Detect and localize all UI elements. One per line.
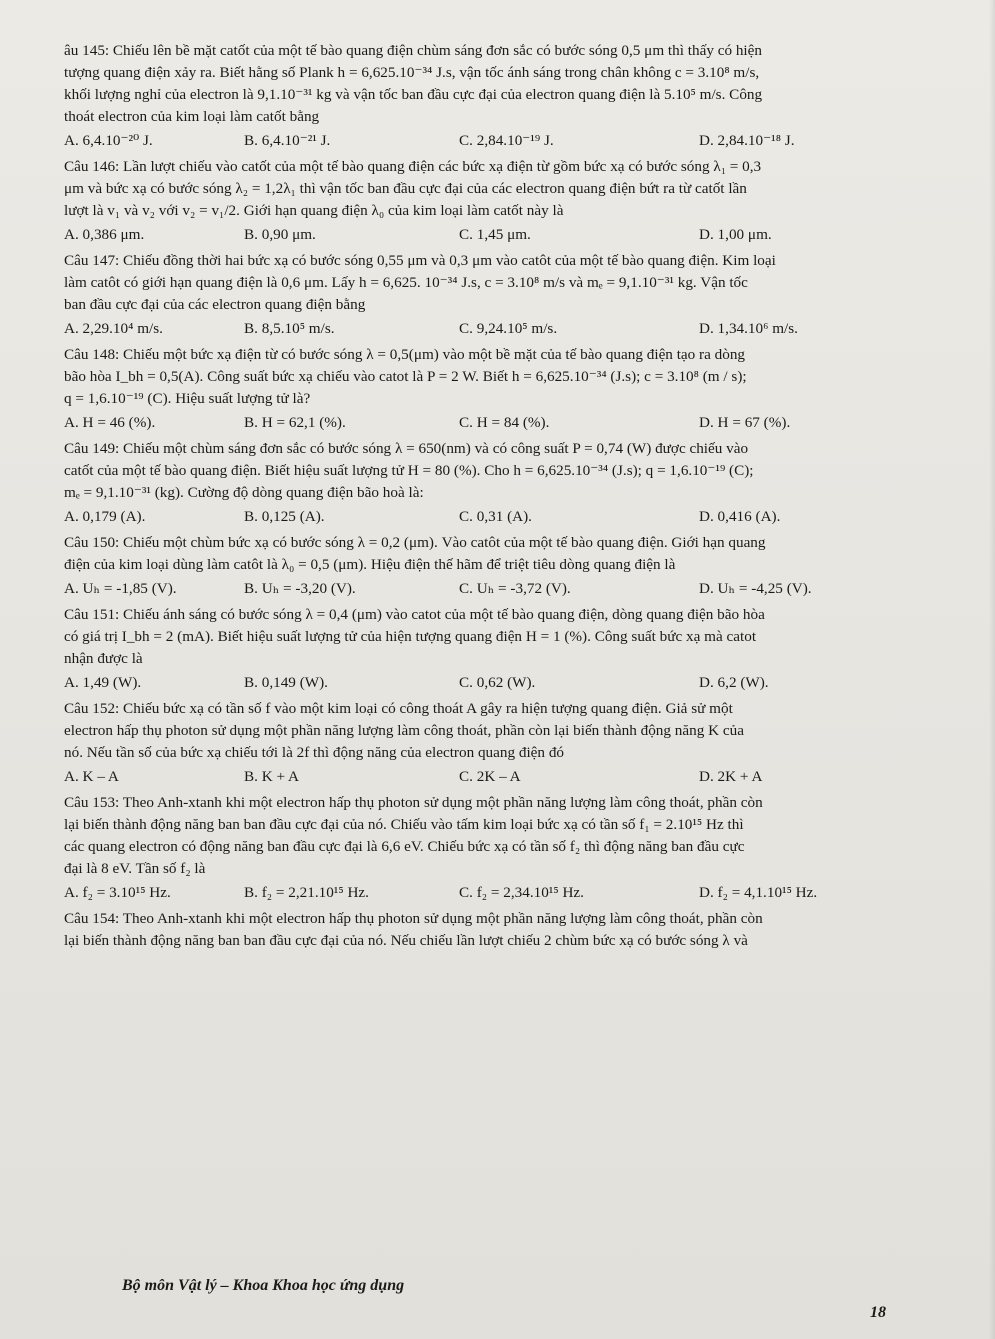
question-text-line: Câu 154: Theo Anh-xtanh khi một electron hấp thụ photon sử dụng một phần năng lượng làm công thoát, phần còn — [64, 910, 763, 927]
answer-option: D. 1,34.10⁶ m/s. — [699, 320, 798, 337]
answer-option: A. H = 46 (%). — [64, 414, 156, 431]
answer-option: D. 2K + A — [699, 768, 763, 785]
answer-option: C. 2,84.10⁻¹⁹ J. — [459, 132, 554, 149]
answer-option: D. 2,84.10⁻¹⁸ J. — [699, 132, 795, 149]
answer-option: D. f₂ = 4,1.10¹⁵ Hz. — [699, 884, 818, 901]
answer-option: B. Uₕ = -3,20 (V). — [244, 580, 356, 597]
question-text-line: Câu 147: Chiếu đồng thời hai bức xạ có bước sóng 0,55 μm và 0,3 μm vào catôt của một tế bào quang điện. Kim loại — [64, 252, 776, 269]
question-block — [64, 908, 955, 952]
question-text-line: nó. Nếu tần số của bức xạ chiếu tới là 2f thì động năng của electron quang điện đó — [64, 744, 565, 761]
question-text-line: q = 1,6.10⁻¹⁹ (C). Hiệu suất lượng tử là? — [64, 390, 311, 407]
question-text-line: bão hòa I_bh = 0,5(A). Công suất bức xạ chiếu vào catot là P = 2 W. Biết h = 6,625.10⁻³⁴ (J.s); c = 3.10⁸ (m / s); — [64, 368, 747, 385]
question-text-line: điện của kim loại dùng làm catôt là λ₀ = 0,5 (μm). Hiệu điện thế hãm để triệt tiêu dòng quang điện là — [64, 556, 676, 573]
question-list — [64, 40, 955, 952]
answer-options — [64, 224, 955, 246]
question-block — [64, 156, 955, 246]
question-text-line: tượng quang điện xảy ra. Biết hằng số Plank h = 6,625.10⁻³⁴ J.s, vận tốc ánh sáng trong chân không c = 3.10⁸ m/s, — [64, 64, 760, 81]
question-block — [64, 438, 955, 528]
question-text-line: Câu 151: Chiếu ánh sáng có bước sóng λ = 0,4 (μm) vào catot của một tế bào quang điện, dòng quang điện bão hòa — [64, 606, 765, 623]
question-block — [64, 604, 955, 694]
answer-option: B. 0,90 μm. — [244, 226, 316, 243]
answer-options — [64, 318, 955, 340]
page-number: 18 — [870, 1304, 886, 1321]
question-text-line: làm catôt có giới hạn quang điện là 0,6 μm. Lấy h = 6,625. 10⁻³⁴ J.s, c = 3.10⁸ m/s và mₑ = 9,1.10⁻³¹ kg. Vận tốc — [64, 274, 748, 291]
answer-option: A. f₂ = 3.10¹⁵ Hz. — [64, 884, 171, 901]
question-text-line: các quang electron có động năng ban đầu cực đại là 6,6 eV. Chiếu bức xạ có tần số f₂ thì động năng ban đầu cực — [64, 838, 745, 855]
question-block — [64, 698, 955, 788]
answer-option: D. 6,2 (W). — [699, 674, 769, 691]
answer-options — [64, 766, 955, 788]
answer-option: C. 2K – A — [459, 768, 521, 785]
footer-department: Bộ môn Vật lý – Khoa Khoa học ứng dụng — [122, 1277, 405, 1294]
question-text-line: thoát electron của kim loại làm catốt bằng — [64, 108, 320, 125]
question-text-line: có giá trị I_bh = 2 (mA). Biết hiệu suất lượng tử của hiện tượng quang điện H = 1 (%). Công suất bức xạ mà catot — [64, 628, 757, 645]
question-text-line: Câu 148: Chiếu một bức xạ điện từ có bước sóng λ = 0,5(μm) vào một bề mặt của tế bào quang điện tạo ra dòng — [64, 346, 746, 363]
question-text-line: lượt là v₁ và v₂ với v₂ = v₁/2. Giới hạn quang điện λ₀ của kim loại làm catốt này là — [64, 202, 564, 219]
question-text-line: Câu 150: Chiếu một chùm bức xạ có bước sóng λ = 0,2 (μm). Vào catôt của một tế bào quang điện. Giới hạn quang — [64, 534, 766, 551]
question-block — [64, 532, 955, 600]
answer-option: A. Uₕ = -1,85 (V). — [64, 580, 177, 597]
answer-option: B. 6,4.10⁻²¹ J. — [244, 132, 331, 149]
answer-option: B. 0,149 (W). — [244, 674, 328, 691]
question-text-line: Câu 146: Lần lượt chiếu vào catốt của một tế bào quang điện các bức xạ điện từ gồm bức xạ có bước sóng λ₁ = 0,3 — [64, 158, 762, 175]
question-text-line: âu 145: Chiếu lên bề mặt catốt của một tế bào quang điện chùm sáng đơn sắc có bước sóng 0,5 μm thì thấy có hiện — [64, 42, 762, 59]
page-edge-shadow — [989, 0, 995, 1339]
question-text-line: catốt của một tế bào quang điện. Biết hiệu suất lượng tử H = 80 (%). Cho h = 6,625.10⁻³⁴ (J.s); q = 1,6.10⁻¹⁹ (C); — [64, 462, 754, 479]
question-block — [64, 344, 955, 434]
answer-option: C. H = 84 (%). — [459, 414, 550, 431]
answer-option: C. 0,62 (W). — [459, 674, 536, 691]
answer-option: B. f₂ = 2,21.10¹⁵ Hz. — [244, 884, 369, 901]
answer-option: A. 0,386 μm. — [64, 226, 145, 243]
answer-option: C. 0,31 (A). — [459, 508, 532, 525]
answer-option: A. 2,29.10⁴ m/s. — [64, 320, 163, 337]
question-text-line: lại biến thành động năng ban ban đầu cực đại của nó. Nếu chiếu lần lượt chiếu 2 chùm bức xạ có bước sóng λ và — [64, 932, 748, 949]
question-text-line: Câu 152: Chiếu bức xạ có tần số f vào một kim loại có công thoát A gây ra hiện tượng quang điện. Giả sử một — [64, 700, 733, 717]
answer-option: D. Uₕ = -4,25 (V). — [699, 580, 812, 597]
question-text-line: nhận được là — [64, 650, 143, 667]
answer-option: B. 8,5.10⁵ m/s. — [244, 320, 335, 337]
question-block — [64, 792, 955, 904]
question-text-line: Câu 153: Theo Anh-xtanh khi một electron hấp thụ photon sử dụng một phần năng lượng làm công thoát, phần còn — [64, 794, 763, 811]
question-text-line: μm và bức xạ có bước sóng λ₂ = 1,2λ₁ thì vận tốc ban đầu cực đại của các electron quang điện bứt ra từ catốt lần — [64, 180, 747, 197]
answer-option: A. 0,179 (A). — [64, 508, 146, 525]
answer-option: C. 1,45 μm. — [459, 226, 531, 243]
answer-option: A. 1,49 (W). — [64, 674, 142, 691]
question-text-line: lại biến thành động năng ban ban đầu cực đại của nó. Chiếu vào tấm kim loại bức xạ có tần số f₁ = 2.10¹⁵ Hz thì — [64, 816, 744, 833]
question-text-line: đại là 8 eV. Tần số f₂ là — [64, 860, 206, 877]
question-text-line: electron hấp thụ photon sử dụng một phần năng lượng làm công thoát, phần còn lại biến thành động năng K của — [64, 722, 744, 739]
answer-option: D. 1,00 μm. — [699, 226, 772, 243]
answer-option: A. K – A — [64, 768, 119, 785]
answer-options — [64, 672, 955, 694]
answer-option: C. Uₕ = -3,72 (V). — [459, 580, 571, 597]
question-block — [64, 250, 955, 340]
answer-option: C. f₂ = 2,34.10¹⁵ Hz. — [459, 884, 584, 901]
answer-option: B. 0,125 (A). — [244, 508, 325, 525]
question-text-line: mₑ = 9,1.10⁻³¹ (kg). Cường độ dòng quang điện bão hoà là: — [64, 484, 424, 501]
answer-options — [64, 882, 955, 904]
answer-options — [64, 412, 955, 434]
question-block — [64, 40, 955, 152]
answer-option: D. H = 67 (%). — [699, 414, 791, 431]
answer-option: B. H = 62,1 (%). — [244, 414, 346, 431]
answer-options — [64, 506, 955, 528]
answer-options — [64, 130, 955, 152]
answer-options — [64, 578, 955, 600]
question-text-line: khối lượng nghỉ của electron là 9,1.10⁻³¹ kg và vận tốc ban đầu cực đại của electron quang điện là 5.10⁵ m/s. Công — [64, 86, 763, 103]
answer-option: D. 0,416 (A). — [699, 508, 781, 525]
answer-option: C. 9,24.10⁵ m/s. — [459, 320, 558, 337]
answer-option: B. K + A — [244, 768, 299, 785]
question-text-line: Câu 149: Chiếu một chùm sáng đơn sắc có bước sóng λ = 650(nm) và có công suất P = 0,74 (W) được chiếu vào — [64, 440, 749, 457]
answer-option: A. 6,4.10⁻²⁰ J. — [64, 132, 153, 149]
question-text-line: ban đầu cực đại của các electron quang điện bằng — [64, 296, 366, 313]
